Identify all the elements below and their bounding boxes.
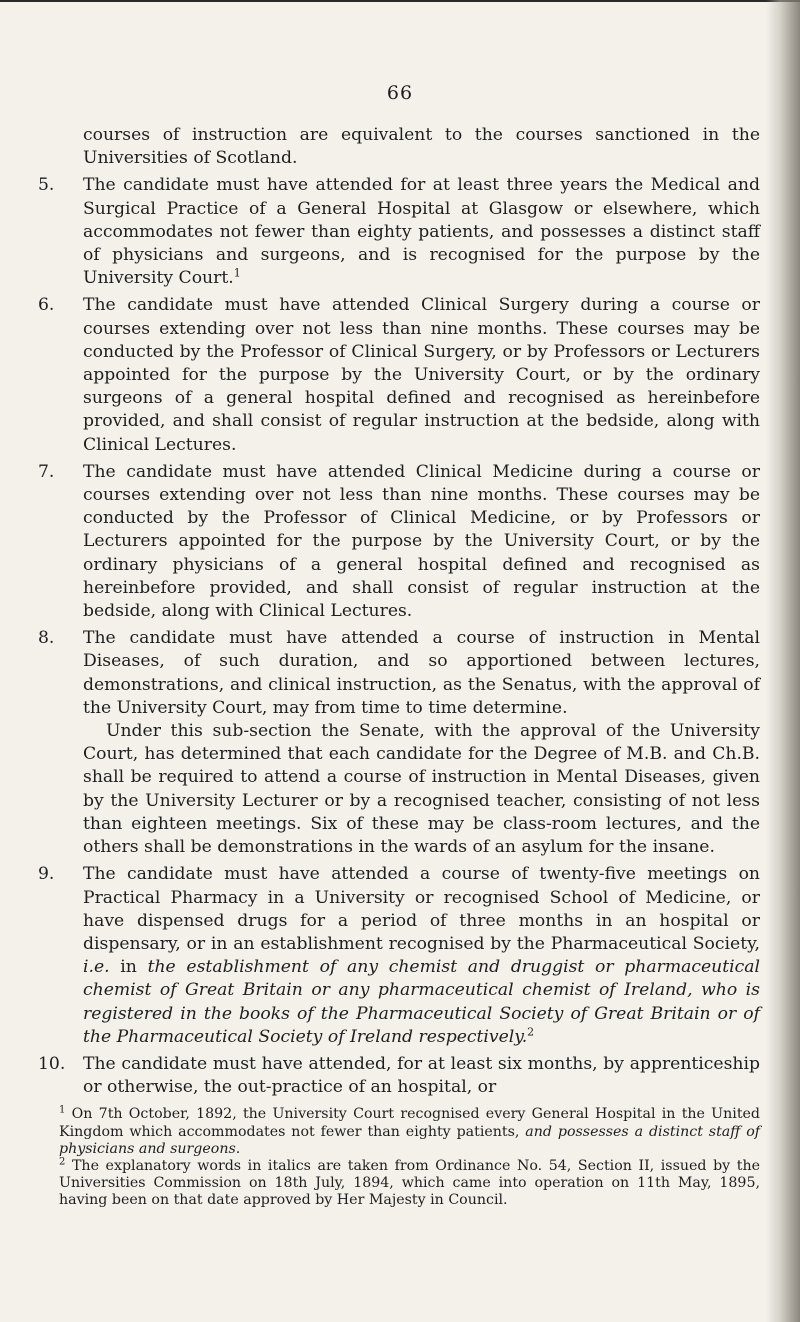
regulation-number: 9.: [38, 864, 55, 885]
regulation-text: The candidate must have attended a course of twenty-five meetings on Practical Pharmacy in a University or recognised School of Medicine, or have dispensed drugs for a period of three months in an hospital or dispensary, or in an establishment recognised by the Pharmaceutical Society,: [83, 864, 760, 954]
regulation-italic-text: the establishment of any chemist and druggist or pharmaceutical chemist of Great Britain or any pharmaceutical chemist of Ireland, who is registered in the books of the Pharmaceutical Society of Great Britain or of the Pharmaceutical Society of Ireland respectively.: [83, 957, 761, 1047]
footnote-1: [59, 1106, 760, 1158]
regulation-10: [38, 1053, 760, 1099]
regulation-9: [38, 863, 761, 1049]
regulation-8-subsection: Under this sub-section the Senate, with the approval of the University Court, has determined that each candidate for the Degree of M.B. and Ch.B. shall be required to attend a course of instruction in Mental Diseases, given by the University Lecturer or by a recognised teacher, consisting of not less than eighteen meetings. Six of these may be class-room lectures, and the others shall be demonstrations in the wards of an asylum for the insane.: [83, 721, 760, 858]
top-border-rule: [0, 0, 800, 2]
regulation-number: 5.: [38, 175, 55, 196]
footnotes: [59, 1106, 760, 1209]
page-number: 66: [386, 82, 414, 104]
regulation-7: [38, 461, 760, 623]
regulation-text: The candidate must have attended Clinical Surgery during a course or courses extending over not less than nine months. These courses may be conducted by the Professor of Clinical Surgery, or by Professors or Lecturers appointed for the purpose by the University Court, or by the ordinary surgeons of a general hospital defined and recognised as hereinbefore provided, and shall consist of regular instruction at the bedside, along with Clinical Lectures.: [83, 295, 760, 455]
regulation-6: [38, 294, 760, 456]
regulation-8: [38, 627, 760, 720]
regulation-number: 6.: [38, 295, 55, 316]
footnote-text: On 7th October, 1892, the University Court recognised every General Hospital in the United Kingdom which accommodates not fewer than eighty patients,: [59, 1106, 760, 1140]
footnote-mark: 1: [59, 1104, 66, 1116]
page-body: [0, 124, 800, 1210]
regulation-number: 10.: [38, 1053, 66, 1074]
footnote-italic-text: and possesses a distinct staff of physicians and surgeons.: [59, 1123, 760, 1157]
continued-paragraph: courses of instruction are equivalent to the courses sanctioned in the Universities of Scotland.: [83, 125, 760, 169]
regulation-text: The candidate must have attended Clinical Medicine during a course or courses extending over not less than nine months. These courses may be conducted by the Professor of Clinical Medicine, or by Professors or Lecturers appointed for the purpose by the University Court, or by the ordinary physicians of a general hospital defined and recognised as hereinbefore provided, and shall consist of regular instruction at the bedside, along with Clinical Lectures.: [83, 461, 760, 622]
regulation-text-in: in: [109, 957, 148, 978]
ie-abbreviation: i.e.: [83, 957, 110, 978]
footnote-2: [59, 1158, 760, 1210]
footnote-mark: 2: [59, 1156, 66, 1168]
regulation-number: 8.: [38, 628, 55, 649]
regulation-text: The candidate must have attended for at least three years the Medical and Surgical Practice of a General Hospital at Glasgow or elsewhere, which accommodates not fewer than eighty patients, and possesses a distinct staff of physicians and surgeons, and is recognised for the purpose by the University Court.: [83, 175, 760, 289]
footnote-ref: 2: [527, 1024, 535, 1038]
footnote-ref: 1: [233, 266, 241, 280]
regulation-5: [38, 174, 760, 290]
regulation-text: The candidate must have attended a course of instruction in Mental Diseases, of such duration, and so apportioned between lectures, demonstrations, and clinical instruction, as the Senatus, with the approval of the University Court, may from time to time determine.: [83, 628, 760, 718]
footnote-text: The explanatory words in italics are taken from Ordinance No. 54, Section II, issued by the Universities Commission on 18th July, 1894, which came into operation on 11th May, 1895, having been on that date approved by Her Majesty in Council.: [59, 1157, 760, 1209]
regulation-number: 7.: [38, 461, 55, 482]
regulation-text: The candidate must have attended, for at least six months, by apprenticeship or otherwise, the out-practice of an hospital, or: [83, 1053, 760, 1098]
